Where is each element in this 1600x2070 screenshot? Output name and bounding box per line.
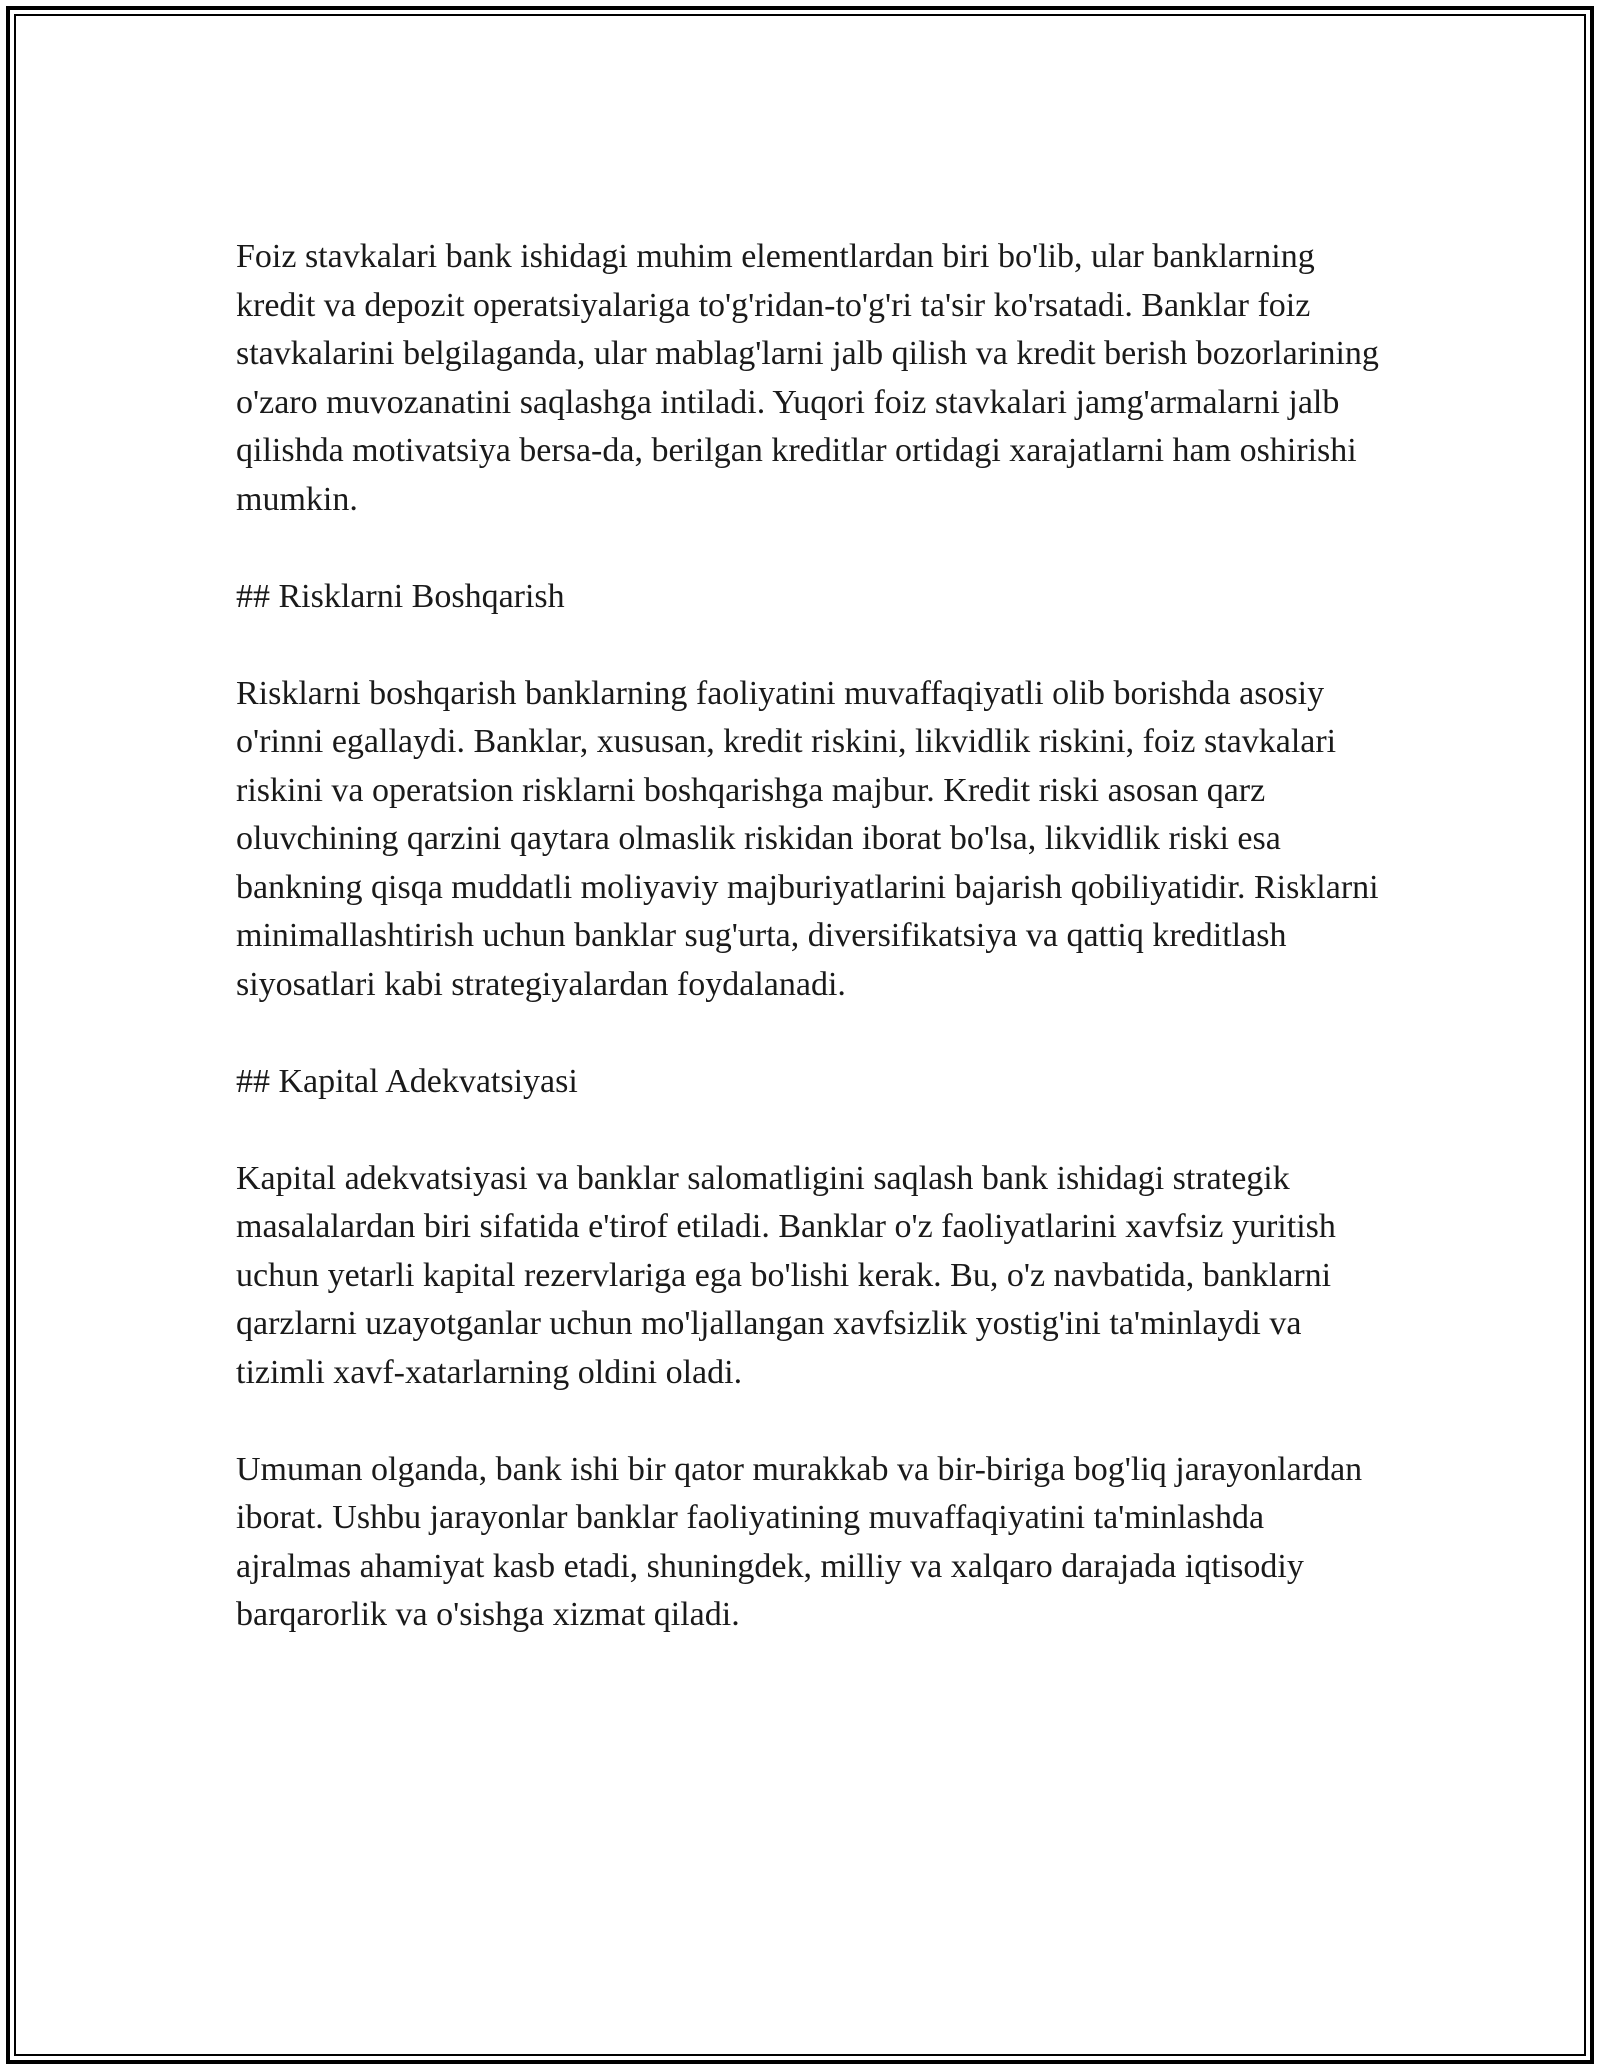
section-heading-risk-management: ## Risklarni Boshqarish [236, 577, 565, 615]
paragraph-capital-adequacy: Kapital adekvatsiyasi va banklar salomatligini saqlash bank ishidagi strategik masalalardan biri sifatida e'tirof etiladi. Banklar o'z faoliyatlarini xavfsiz yuritish uchun yetarli kapital rezervlariga ega bo'lishi kerak. Bu, o'z navbatida, banklarni qarzlarni uzayotganlar uchun mo'ljallangan xavfsizlik yostig'ini ta'minlaydi va tizimli xavf-xatarlarning oldini oladi. [236, 1159, 1336, 1391]
section-heading-capital-adequacy: ## Kapital Adekvatsiyasi [236, 1062, 578, 1100]
paragraph-risk-management: Risklarni boshqarish banklarning faoliyatini muvaffaqiyatli olib borishda asosiy o'rinni egallaydi. Banklar, xususan, kredit riskini, likvidlik riskini, foiz stavkalari riskini va operatsion risklarni boshqarishga majbur. Kredit riski asosan qarz oluvchining qarzini qaytara olmaslik riskidan iborat bo'lsa, likvidlik riski esa bankning qisqa muddatli moliyaviy majburiyatlarini bajarish qobiliyatidir. Risklarni minimallashtirish uchun banklar sug'urta, diversifikatsiya va qattiq kreditlash siyosatlari kabi strategiyalardan foydalanadi. [236, 674, 1379, 1003]
paragraph-interest-rates: Foiz stavkalari bank ishidagi muhim elementlardan biri bo'lib, ular banklarning kredit va depozit operatsiyalariga to'g'ridan-to'g'ri ta'sir ko'rsatadi. Banklar foiz stavkalarini belgilaganda, ular mablag'larni jalb qilish va kredit berish bozorlarining o'zaro muvozanatini saqlashga intiladi. Yuqori foiz stavkalari jamg'armalarni jalb qilishda motivatsiya bersa-da, berilgan kreditlar ortidagi xarajatlarni ham oshirishi mumkin. [236, 238, 1379, 518]
paragraph-conclusion: Umuman olganda, bank ishi bir qator murakkab va bir-biriga bog'liq jarayonlardan iborat. Ushbu jarayonlar banklar faoliyatining muvaffaqiyatini ta'minlashda ajralmas ahamiyat kasb etadi, shuningdek, milliy va xalqaro darajada iqtisodiy barqarorlik va o'sishga xizmat qiladi. [236, 1450, 1363, 1633]
document-body [236, 233, 1386, 1640]
